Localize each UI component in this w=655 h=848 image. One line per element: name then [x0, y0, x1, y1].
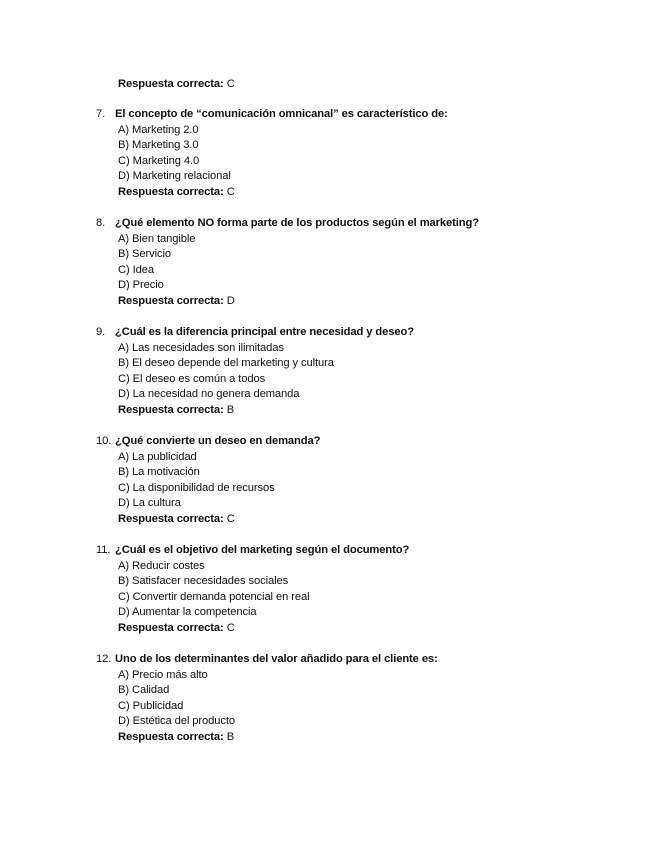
option-c: C) Publicidad — [118, 699, 184, 712]
answer-value: C — [226, 512, 235, 525]
answer-value: D — [226, 294, 235, 307]
answer-label: Respuesta correcta: — [118, 512, 224, 525]
answer-label: Respuesta correcta: — [118, 621, 224, 634]
question-11 — [0, 543, 655, 636]
correct-answer-line — [118, 403, 655, 419]
option-list — [118, 559, 655, 621]
correct-answer-line — [118, 294, 655, 310]
option-b: B) La motivación — [118, 466, 200, 478]
option-b: B) Calidad — [118, 684, 170, 696]
option-b: B) El deseo depende del marketing y cultura — [118, 357, 334, 369]
answer-label: Respuesta correcta: — [118, 185, 224, 198]
option-c: C) Convertir demanda potencial en real — [118, 590, 310, 603]
answer-value: C — [226, 78, 235, 90]
question-text: ¿Qué elemento NO forma parte de los productos según el marketing? — [115, 217, 479, 229]
option-b: B) Servicio — [118, 248, 171, 260]
option-a: A) Precio más alto — [118, 668, 208, 681]
correct-answer-line — [118, 512, 655, 528]
question-9 — [0, 325, 655, 418]
correct-answer-line — [118, 185, 655, 201]
option-c: C) La disponibilidad de recursos — [118, 481, 275, 494]
answer-label: Respuesta correcta: — [118, 730, 224, 743]
option-list — [118, 123, 655, 185]
question-number: 7. — [96, 108, 106, 120]
question-text: ¿Cuál es el objetivo del marketing según el documento? — [115, 544, 410, 556]
previous-answer-line — [118, 77, 235, 93]
option-list — [118, 668, 655, 730]
answer-label: Respuesta correcta: — [118, 403, 224, 416]
answer-value: B — [226, 403, 235, 416]
option-a: A) Las necesidades son ilimitadas — [118, 341, 284, 354]
option-a: A) La publicidad — [118, 450, 197, 463]
correct-answer-line — [118, 730, 655, 746]
option-a: A) Reducir costes — [118, 559, 205, 572]
answer-value: C — [226, 185, 235, 198]
option-a: A) Bien tangible — [118, 232, 196, 245]
question-text: ¿Cuál es la diferencia principal entre necesidad y deseo? — [115, 326, 414, 338]
option-d: D) Marketing relacional — [118, 170, 231, 182]
option-d: D) La cultura — [118, 497, 181, 509]
question-text: El concepto de “comunicación omnicanal” es característico de: — [115, 108, 448, 120]
option-c: C) Marketing 4.0 — [118, 154, 200, 167]
option-d: D) Estética del producto — [118, 715, 235, 727]
question-number: 10. — [96, 435, 112, 447]
question-number: 9. — [96, 326, 106, 338]
option-d: D) La necesidad no genera demanda — [118, 388, 300, 400]
option-c: C) El deseo es común a todos — [118, 372, 266, 385]
option-list — [118, 341, 655, 403]
question-8 — [0, 216, 655, 309]
option-b: B) Satisfacer necesidades sociales — [118, 575, 289, 587]
question-7 — [0, 107, 655, 200]
answer-value: B — [226, 730, 235, 743]
question-10 — [0, 434, 655, 527]
question-number: 11. — [96, 544, 111, 556]
question-number: 12. — [96, 653, 112, 665]
option-c: C) Idea — [118, 263, 154, 276]
question-number: 8. — [96, 217, 106, 229]
answer-value: C — [226, 621, 235, 634]
option-d: D) Aumentar la competencia — [118, 606, 257, 618]
question-12 — [0, 652, 655, 745]
option-a: A) Marketing 2.0 — [118, 123, 199, 136]
answer-label: Respuesta correcta: — [118, 78, 224, 90]
question-text: Uno de los determinantes del valor añadido para el cliente es: — [115, 653, 438, 665]
option-d: D) Precio — [118, 279, 164, 291]
question-text: ¿Qué convierte un deseo en demanda? — [115, 435, 321, 447]
option-list — [118, 232, 655, 294]
option-b: B) Marketing 3.0 — [118, 139, 199, 151]
option-list — [118, 450, 655, 512]
answer-label: Respuesta correcta: — [118, 294, 224, 307]
correct-answer-line — [118, 621, 655, 637]
